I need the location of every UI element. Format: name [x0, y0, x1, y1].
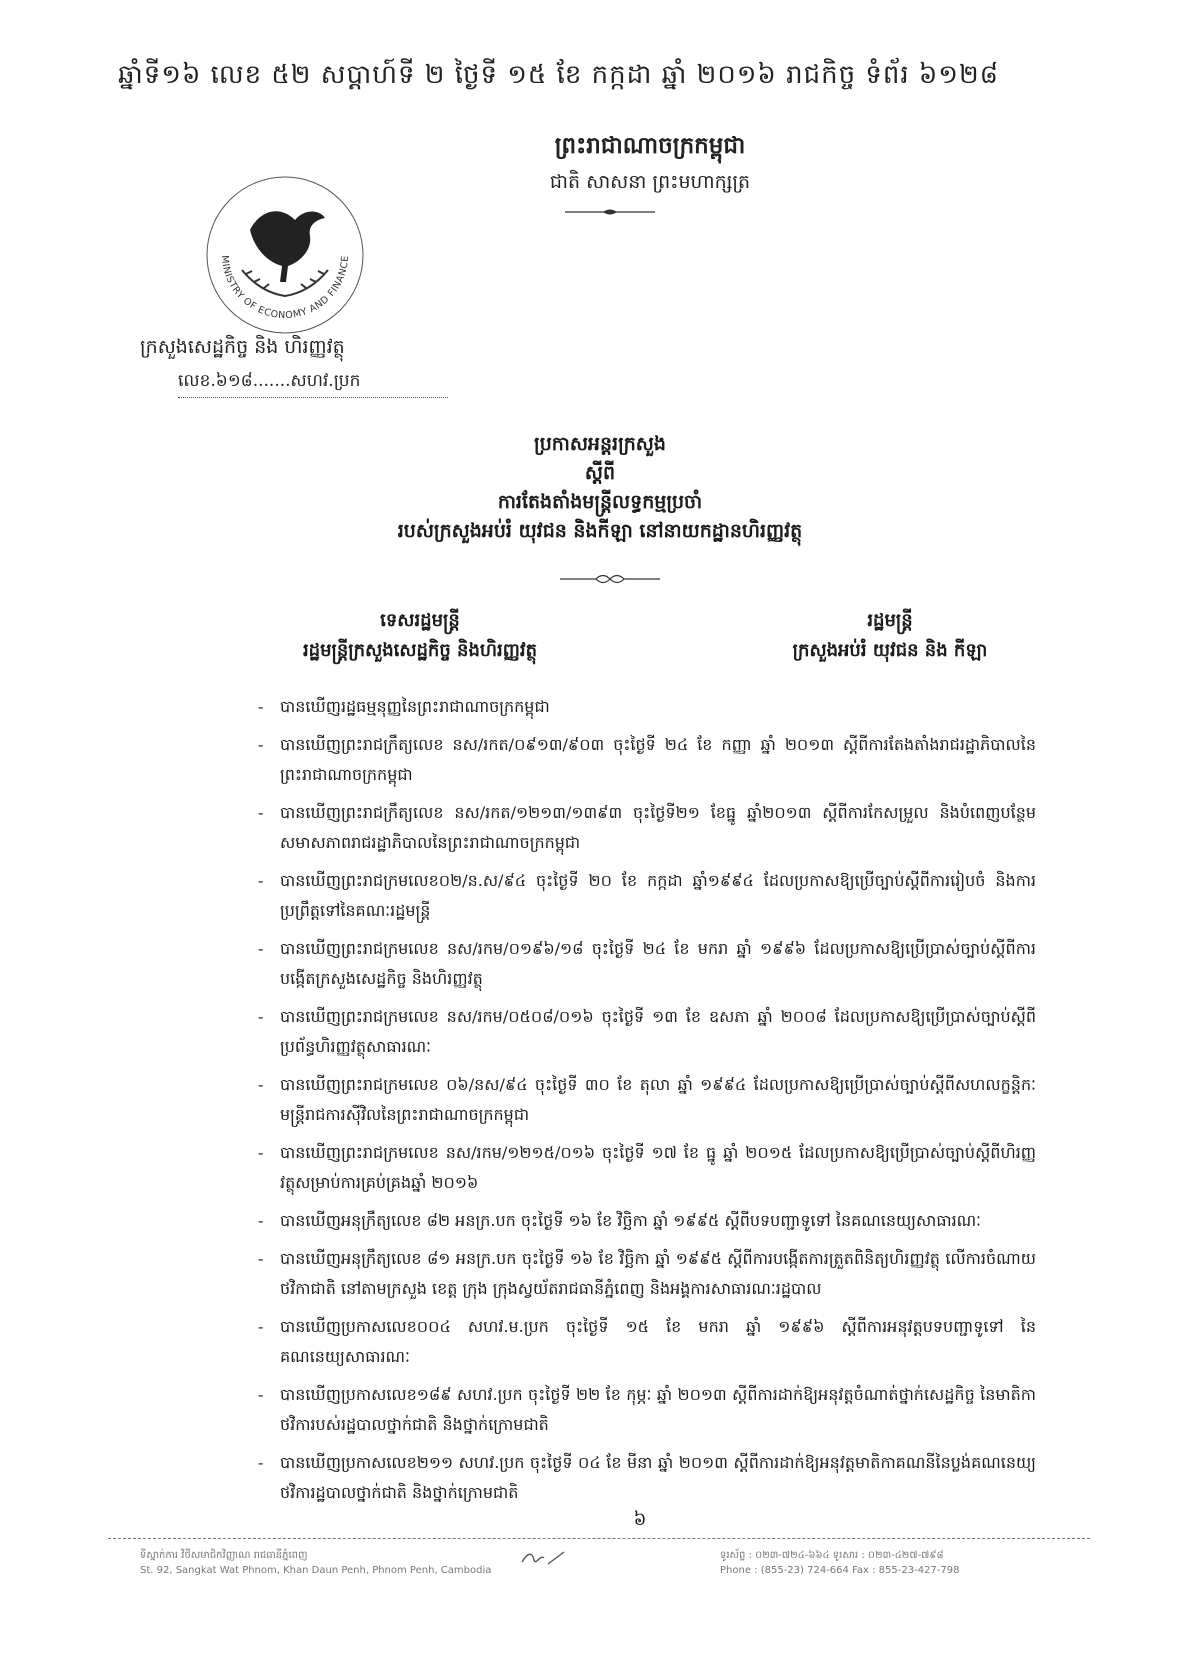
list-item: - បានឃើញព្រះរាជក្រឹត្យលេខ នស/រកត/១២១៣/១៣៩៣ ចុះថ្ងៃទី២១ ខែធ្នូ ឆ្នាំ២០១៣ ស្តីពីការកែសម្រួល និងបំពេញបន្ថែមសមាសភាពរាជរដ្ឋាភិបាលនៃព្រះរាជាណាចក្រកម្ពុជា	[258, 798, 1036, 858]
footer-contact-en: Phone : (855-23) 724-664 Fax : 855-23-427-798	[720, 1565, 960, 1576]
signatory-left-title: ទេសរដ្ឋមន្ត្រី	[380, 610, 460, 631]
signatory-left	[235, 606, 605, 666]
footer-contact-kh: ទូរស័ព្ទ : ០២៣-៧២៤-៦៦៤ ទូរសារ : ០២៣-៤២៧-៧៩៨	[720, 1550, 944, 1561]
list-item: - បានឃើញព្រះរាជក្រមលេខ នស/រកម/១២១៥/០១៦ ចុះថ្ងៃទី ១៧ ខែ ធ្នូ ឆ្នាំ ២០១៥ ដែលប្រកាសឱ្យប្រើប្រាស់ច្បាប់ស្តីពីហិរញ្ញវត្ថុសម្រាប់ការគ្រប់គ្រងឆ្នាំ ២០១៦	[258, 1138, 1036, 1198]
list-item: - បានឃើញព្រះរាជក្រមលេខ ០៦/នស/៩៤ ចុះថ្ងៃទី ៣០ ខែ តុលា ឆ្នាំ ១៩៩៤ ដែលប្រកាសឱ្យប្រើប្រាស់ច្បាប់ស្តីពីសហលក្ខន្តិកៈមន្ត្រីរាជការស៊ីវិលនៃព្រះរាជាណាចក្រកម្ពុជា	[258, 1070, 1036, 1130]
ministry-seal-icon	[200, 170, 370, 340]
title-line-2: ស្តីពី	[584, 462, 616, 484]
signatory-left-subtitle: រដ្ឋមន្ត្រីក្រសួងសេដ្ឋកិច្ច និងហិរញ្ញវត្ថុ	[302, 640, 538, 661]
ornament-flourish-icon	[560, 572, 660, 586]
title-line-3: ការតែងតាំងមន្ត្រីលទ្ធកម្មប្រចាំ	[497, 491, 703, 513]
document-title	[280, 430, 920, 546]
reference-number: លេខ.៦១៨.......សហវ.ប្រក	[178, 370, 448, 398]
list-item: - បានឃើញព្រះរាជក្រមលេខ០២/ន.ស/៩៤ ចុះថ្ងៃទី ២០ ខែ កក្កដា ឆ្នាំ១៩៩៤ ដែលប្រកាសឱ្យប្រើច្បាប់ស្តីពីការរៀបចំ និងការប្រព្រឹត្តទៅនៃគណៈរដ្ឋមន្ត្រី	[258, 866, 1036, 926]
footer-address	[140, 1548, 520, 1578]
signatory-right-title: រដ្ឋមន្ត្រី	[867, 610, 913, 631]
national-motto: ជាតិ សាសនា ព្រះមហាក្សត្រ	[549, 171, 751, 193]
title-line-4: របស់ក្រសួងអប់រំ យុវជន និងកីឡា នៅនាយកដ្ឋានហិរញ្ញវត្ថុ	[397, 520, 803, 542]
signatory-right	[745, 606, 1035, 666]
page-number: ៦	[633, 1509, 647, 1530]
list-item: - បានឃើញព្រះរាជក្រមលេខ នស/រកម/០១៩៦/១៨ ចុះថ្ងៃទី ២៤ ខែ មករា ឆ្នាំ ១៩៩៦ ដែលប្រកាសឱ្យប្រើប្រាស់ច្បាប់ស្តីពីការបង្កើតក្រសួងសេដ្ឋកិច្ច និងហិរញ្ញវត្ថុ	[258, 934, 1036, 994]
gazette-header: ឆ្នាំទី១៦ លេខ ៥២ សប្តាហ៍ទី ២ ថ្ងៃទី ១៥ ខែ កក្កដា ឆ្នាំ ២០១៦ រាជកិច្ច ទំព័រ ៦១២៨	[118, 60, 1000, 90]
kingdom-title: ព្រះរាជាណាចក្រកម្ពុជា	[554, 132, 746, 159]
footer-contact	[720, 1548, 1080, 1578]
list-item: - បានឃើញអនុក្រឹត្យលេខ ៨២ អនក្រ.បក ចុះថ្ងៃទី ១៦ ខែ វិច្ឆិកា ឆ្នាំ ១៩៩៥ ស្តីពីបទបញ្ជាទូទៅ នៃគណនេយ្យសាធារណៈ	[258, 1206, 1036, 1236]
list-item: - បានឃើញអនុក្រឹត្យលេខ ៨១ អនក្រ.បក ចុះថ្ងៃទី ១៦ ខែ វិច្ឆិកា ឆ្នាំ ១៩៩៥ ស្តីពីការបង្កើតការត្រួតពិនិត្យហិរញ្ញវត្ថុ លើការចំណាយថវិកាជាតិ នៅតាមក្រសួង ខេត្ត ក្រុង ក្រុងស្វយ័តរាជធានីភ្នំពេញ និងអង្គការសាធារណៈរដ្ឋបាល	[258, 1244, 1036, 1304]
list-item: - បានឃើញប្រកាសលេខ២១១ សហវ.ប្រក ចុះថ្ងៃទី ០៤ ខែ មីនា ឆ្នាំ ២០១៣ ស្តីពីការដាក់ឱ្យអនុវត្តមាតិកាគណនីនៃប្លង់គណនេយ្យថវិការដ្ឋបាលថ្នាក់ជាតិ និងថ្នាក់ក្រោមជាតិ	[258, 1448, 1036, 1508]
seal-text: MINISTRY OF ECONOMY AND FINANCE	[218, 254, 352, 322]
list-item: - បានឃើញព្រះរាជក្រមលេខ នស/រកម/០៥០៨/០១៦ ចុះថ្ងៃទី ១៣ ខែ ឧសភា ឆ្នាំ ២០០៨ ដែលប្រកាសឱ្យប្រើប្រាស់ច្បាប់ស្តីពីប្រព័ន្ធហិរញ្ញវត្ថុសាធារណៈ	[258, 1002, 1036, 1062]
list-item: - បានឃើញប្រកាសលេខ០០៤ សហវ.ម.ប្រក ចុះថ្ងៃទី ១៥ ខែ មករា ឆ្នាំ ១៩៩៦ ស្តីពីការអនុវត្តបទបញ្ជាទូទៅ នៃគណនេយ្យសាធារណៈ	[258, 1312, 1036, 1372]
list-item: - បានឃើញព្រះរាជក្រឹត្យលេខ នស/រកត/០៩១៣/៩០៣ ចុះថ្ងៃទី ២៤ ខែ កញ្ញា ឆ្នាំ ២០១៣ ស្តីពីការតែងតាំងរាជរដ្ឋាភិបាលនៃព្រះរាជាណាចក្រកម្ពុជា	[258, 730, 1036, 790]
signatory-right-subtitle: ក្រសួងអប់រំ យុវជន និង កីឡា	[792, 640, 988, 661]
ministry-name: ក្រសួងសេដ្ឋកិច្ច និង ហិរញ្ញវត្ថុ	[140, 336, 345, 358]
footer-divider	[108, 1538, 1090, 1539]
initials-signature-icon	[520, 1548, 570, 1574]
ornament-divider-icon	[565, 207, 655, 217]
footer-address-en: St. 92, Sangkat Wat Phnom, Khan Daun Penh, Phnom Penh, Cambodia	[140, 1565, 492, 1576]
footer-address-kh: ទីស្នាក់ការ វិថីសមាជិកវិញ្ញាណ រាជធានីភ្នំពេញ	[140, 1550, 308, 1561]
list-item: - បានឃើញប្រកាសលេខ១៨៩ សហវ.ប្រក ចុះថ្ងៃទី ២២ ខែ កុម្ភៈ ឆ្នាំ ២០១៣ ស្តីពីការដាក់ឱ្យអនុវត្តចំណាត់ថ្នាក់សេដ្ឋកិច្ច នៃមាតិកាថវិការបស់រដ្ឋបាលថ្នាក់ជាតិ និងថ្នាក់ក្រោមជាតិ	[258, 1380, 1036, 1440]
title-line-1: ប្រកាសអន្តរក្រសួង	[534, 433, 666, 455]
considerations-list	[258, 692, 1036, 1516]
list-item: - បានឃើញរដ្ឋធម្មនុញ្ញនៃព្រះរាជាណាចក្រកម្ពុជា	[258, 692, 1036, 722]
